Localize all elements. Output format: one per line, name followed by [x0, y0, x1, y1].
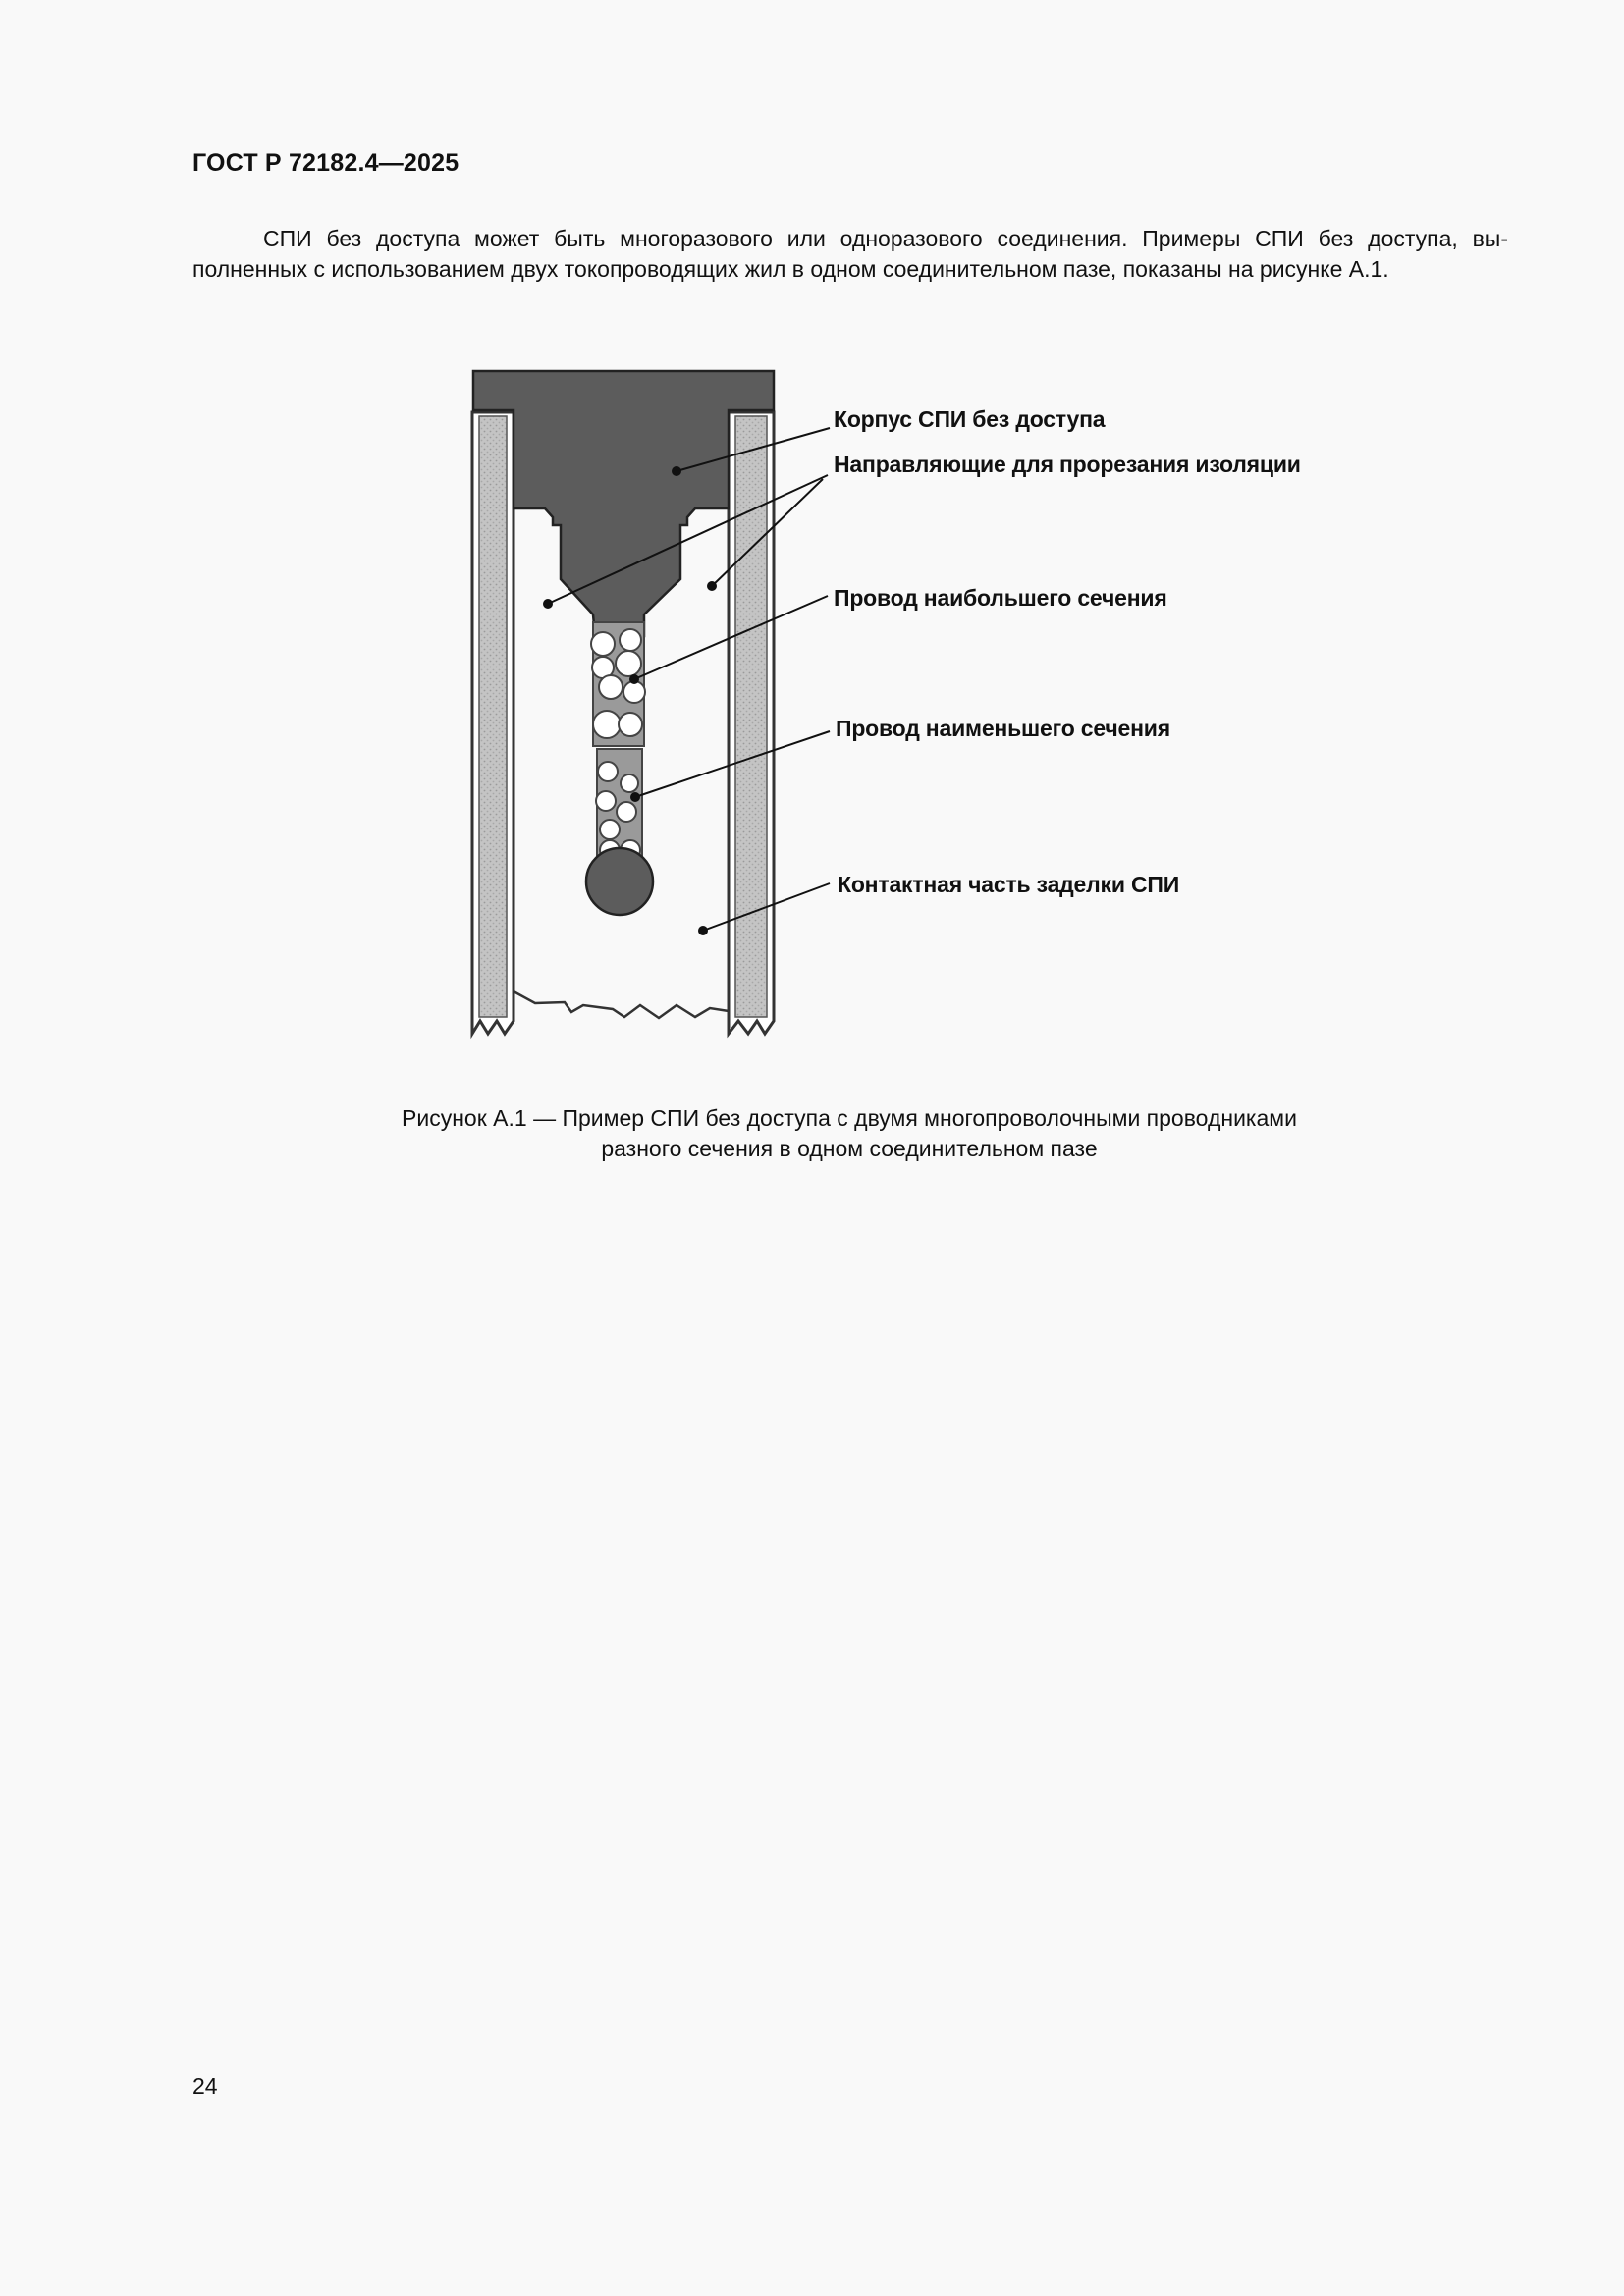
- caption-line-2: разного сечения в одном соединительном пазе: [601, 1136, 1098, 1161]
- intro-line-2: полненных с использованием двух токопроводящих жил в одном соединительном пазе, показаны на рисунке А.1.: [192, 256, 1389, 282]
- slot-wall-right: [729, 412, 774, 1034]
- slot-end-bulb: [586, 848, 653, 915]
- callout-smallest-wire: Провод наименьшего сечения: [836, 716, 1170, 741]
- page-number: 24: [192, 2073, 218, 2099]
- intro-paragraph: [192, 224, 1508, 285]
- smallest-wire: [596, 749, 642, 863]
- document-header: ГОСТ Р 72182.4—2025: [192, 149, 460, 177]
- callout-housing: Корпус СПИ без доступа: [834, 406, 1106, 432]
- slot-wall-left: [472, 412, 514, 1034]
- callout-largest-wire: Провод наибольшего сечения: [834, 585, 1167, 611]
- intro-line-1: СПИ без доступа может быть многоразового или одноразового соединения. Примеры СПИ без доступа, вы-: [263, 226, 1508, 251]
- caption-line-1: Рисунок А.1 — Пример СПИ без доступа с двумя многопроволочными проводниками: [402, 1105, 1297, 1131]
- callout-contact-part: Контактная часть заделки СПИ: [838, 872, 1180, 897]
- callout-guides: Направляющие для прорезания изоляции: [834, 452, 1301, 477]
- figure-a1: [0, 353, 1624, 1060]
- figure-caption: [245, 1103, 1453, 1164]
- torn-edge: [514, 991, 729, 1018]
- connector-diagram: [0, 353, 1624, 1060]
- largest-wire: [591, 622, 645, 746]
